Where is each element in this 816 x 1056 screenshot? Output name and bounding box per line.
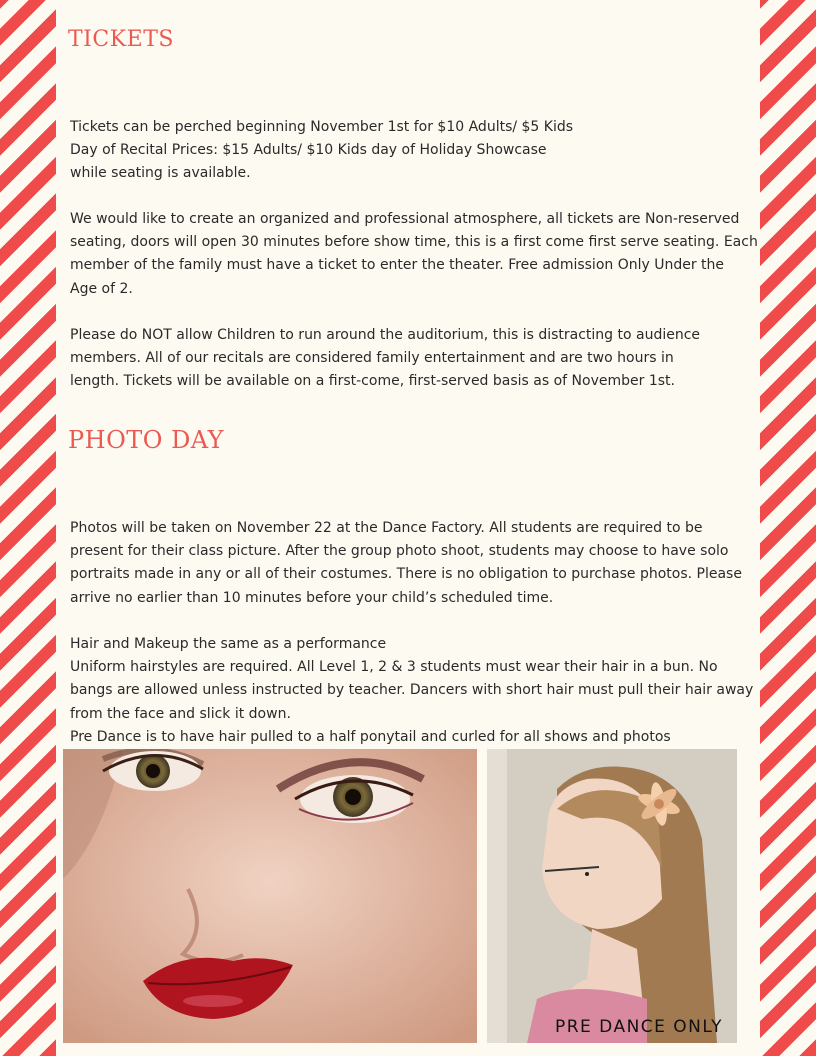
text-line: Photos will be taken on November 22 at the Dance Factory. All students are required to be <box>70 520 703 536</box>
text-line: portraits made in any or all of their costumes. There is no obligation to purchase photos. Please <box>70 566 742 583</box>
text-line: member of the family must have a ticket to enter the theater. Free admission Only Under the <box>70 257 725 274</box>
text-line: We would like to create an organized and professional atmosphere, all tickets are Non-reserved <box>70 211 740 227</box>
photo-day-heading: PHOTO DAY <box>68 426 225 454</box>
text-line: seating, doors will open 30 minutes before show time, this is a first come first serve seating. Each <box>70 234 758 251</box>
left-stripe-border <box>0 0 56 1056</box>
tickets-seating-paragraph <box>70 208 758 301</box>
tickets-prices-paragraph <box>70 116 750 186</box>
tickets-heading: TICKETS <box>68 27 174 52</box>
text-line: members. All of our recitals are considered family entertainment and are two hours in <box>70 350 674 367</box>
makeup-photo <box>63 749 477 1043</box>
text-line: present for their class picture. After the group photo shoot, students may choose to have solo <box>70 543 729 560</box>
photo-day-hair-paragraph <box>70 633 754 749</box>
text-line: bangs are allowed unless instructed by teacher. Dancers with short hair must pull their hair away <box>70 682 754 699</box>
text-line: Pre Dance is to have hair pulled to a half ponytail and curled for all shows and photos <box>70 728 671 745</box>
pre-dance-caption: PRE DANCE ONLY <box>554 1017 723 1037</box>
makeup-face-illustration <box>63 749 477 1043</box>
photo-day-schedule-paragraph <box>70 517 750 610</box>
pre-dance-hairstyle-photo <box>487 749 737 1043</box>
girl-hairstyle-illustration <box>487 749 737 1043</box>
text-line: while seating is available. <box>70 165 251 182</box>
text-line: Please do NOT allow Children to run around the auditorium, this is distracting to audience <box>70 327 701 343</box>
text-line: arrive no earlier than 10 minutes before your child’s scheduled time. <box>70 589 554 606</box>
text-line: Hair and Makeup the same as a performance <box>70 636 387 652</box>
text-line: length. Tickets will be available on a first-come, first-served basis as of November 1st. <box>70 373 675 390</box>
right-stripe-border <box>760 0 816 1056</box>
text-line: Age of 2. <box>70 280 133 297</box>
tickets-conduct-paragraph <box>70 324 750 394</box>
text-line: Day of Recital Prices: $15 Adults/ $10 Kids day of Holiday Showcase <box>70 142 547 159</box>
text-line: Tickets can be perched beginning November 1st for $10 Adults/ $5 Kids <box>70 119 574 135</box>
text-line: Uniform hairstyles are required. All Level 1, 2 & 3 students must wear their hair in a bun. No <box>70 659 718 676</box>
text-line: from the face and slick it down. <box>70 705 291 722</box>
